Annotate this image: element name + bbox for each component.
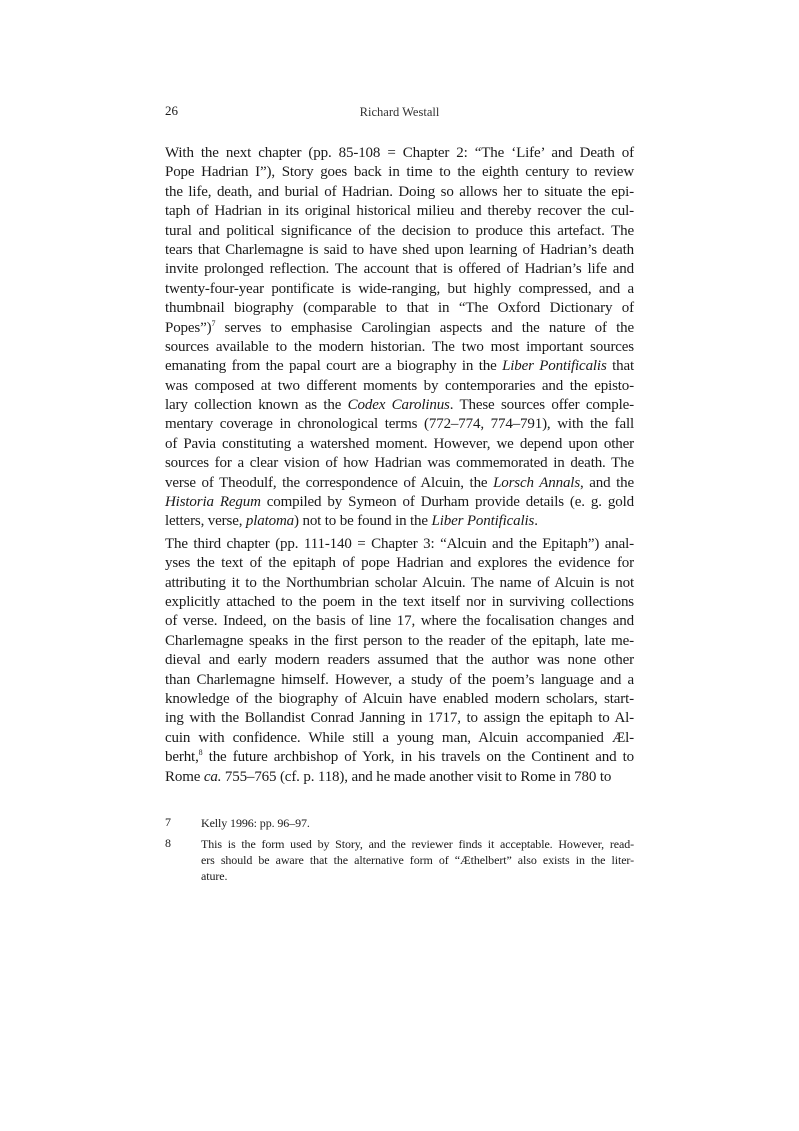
- text-segment: sources for a clear vision of how Hadrian was commemorated in death. The: [165, 455, 634, 472]
- text-segment: taph of Hadrian in its original historical milieu and thereby recover the cul-: [165, 203, 634, 220]
- text-segment: explicitly attached to the poem in the text itself nor in surviving collections: [165, 593, 634, 610]
- footnote-text: [201, 815, 634, 831]
- italic-text: platoma: [245, 513, 295, 530]
- text-segment: the future archbishop of York, in his travels on the Continent and to: [202, 749, 634, 766]
- text-line: [165, 512, 634, 531]
- text-line: [165, 748, 634, 767]
- footnote-ref: 7: [211, 318, 216, 328]
- text-line: [165, 435, 634, 454]
- text-segment: With the next chapter (pp. 85-108 = Chapter 2: “The ‘Life’ and Death of: [165, 145, 634, 161]
- text-line: [165, 280, 634, 299]
- text-line: [165, 377, 634, 396]
- text-line: [165, 222, 634, 241]
- footnote-ref: 8: [198, 748, 203, 758]
- text-segment: yses the text of the epitaph of pope Hadrian and explores the evidence for: [165, 555, 634, 572]
- text-line: [165, 454, 634, 473]
- footnotes: [165, 815, 634, 889]
- footnote: [165, 815, 634, 831]
- footnote-line: ature.: [201, 869, 228, 883]
- footnote-number: 8: [165, 836, 171, 850]
- text-segment: dieval and early modern readers assumed that the author was none other: [165, 652, 634, 669]
- text-segment: Popes”): [165, 319, 212, 336]
- footnote: [165, 836, 634, 884]
- text-segment: 755–765 (cf. p. 118), and he made another visit to Rome in 780 to: [221, 768, 612, 785]
- text-segment: serves to emphasise Carolingian aspects and the nature of the: [215, 319, 634, 336]
- text-segment: lary collection known as the: [165, 397, 348, 414]
- text-line: [165, 415, 634, 434]
- text-line: [165, 202, 634, 221]
- text-segment: of verse. Indeed, on the basis of line 17, where the focalisation changes and: [165, 613, 634, 630]
- italic-text: Codex Carolinus: [347, 397, 450, 414]
- text-segment: was composed at two different moments by contemporaries and the episto-: [165, 377, 634, 394]
- italic-text: Historia Regum: [165, 494, 261, 511]
- text-line: [165, 357, 634, 376]
- text-segment: Rome: [165, 768, 204, 785]
- text-segment: the life, death, and burial of Hadrian. Doing so allows her to situate the epi-: [165, 183, 634, 200]
- text-segment: tural and political significance of the decision to produce this artefact. The: [165, 222, 634, 239]
- text-line: [165, 768, 634, 787]
- text-line: [165, 474, 634, 493]
- text-segment: ) not to be found in the: [294, 513, 432, 530]
- text-line: [165, 709, 634, 728]
- text-line: [165, 299, 634, 318]
- text-line: [165, 241, 634, 260]
- footnote-text: [201, 836, 634, 884]
- text-segment: that: [606, 358, 635, 375]
- footnote-line: ers should be aware that the alternative form of “Æthelbert” also exists in the liter-: [201, 853, 634, 867]
- text-segment: Charlemagne speaks in the first person to the reader of the epitaph, late me-: [165, 632, 634, 649]
- text-line: [165, 612, 634, 631]
- text-segment: emanating from the papal court are a biography in the: [165, 358, 503, 375]
- italic-text: Liber Pontificalis: [431, 513, 535, 530]
- text-line: [165, 593, 634, 612]
- text-line: [165, 260, 634, 279]
- text-segment: invite prolonged reflection. The account that is offered of Hadrian’s life and: [165, 261, 634, 278]
- text-segment: The third chapter (pp. 111-140 = Chapter 3: “Alcuin and the Epitaph”) anal-: [165, 535, 634, 552]
- text-segment: tears that Charlemagne is said to have shed upon learning of Hadrian’s death: [165, 241, 634, 258]
- text-line: [165, 651, 634, 670]
- text-segment: ing with the Bollandist Conrad Janning in 1717, to assign the epitaph to Al-: [165, 710, 634, 727]
- page-number: 26: [165, 103, 178, 118]
- footnote-line: This is the form used by Story, and the reviewer finds it acceptable. However, read-: [201, 837, 634, 851]
- text-segment: thumbnail biography (comparable to that in “The Oxford Dictionary of: [165, 300, 634, 317]
- text-line: [165, 163, 634, 182]
- paragraph: [165, 144, 634, 532]
- running-head: Richard Westall: [359, 105, 440, 119]
- text-segment: sources available to the modern historian. The two most important sources: [165, 338, 634, 355]
- text-segment: than Charlemagne himself. However, a study of the poem’s language and a: [165, 671, 634, 688]
- text-segment: twenty-four-year pontificate is wide-ranging, but highly compressed, and a: [165, 280, 634, 297]
- text-segment: cuin with confidence. While still a young man, Alcuin accompanied Æl-: [165, 729, 634, 746]
- text-segment: verse of Theodulf, the correspondence of Alcuin, the: [165, 474, 494, 491]
- text-segment: , and the: [580, 474, 635, 491]
- footnote-line: Kelly 1996: pp. 96–97.: [201, 816, 310, 830]
- text-line: [165, 574, 634, 593]
- text-segment: of Pavia constituting a watershed moment. However, we depend upon other: [165, 435, 634, 452]
- text-line: [165, 396, 634, 415]
- text-line: [165, 338, 634, 357]
- text-line: [165, 144, 634, 163]
- text-line: [165, 632, 634, 651]
- paragraph: [165, 535, 634, 787]
- text-line: [165, 690, 634, 709]
- text-line: [165, 493, 634, 512]
- text-segment: .: [534, 513, 538, 530]
- italic-text: Lorsch Annals: [493, 474, 581, 491]
- text-line: [165, 319, 634, 338]
- text-segment: letters, verse,: [165, 513, 246, 530]
- footnote-number: 7: [165, 815, 171, 829]
- text-segment: Pope Hadrian I”), Story goes back in time to the eighth century to review: [165, 164, 634, 181]
- text-line: [165, 535, 634, 554]
- italic-text: Liber Pontificalis: [502, 358, 607, 375]
- body-text: [165, 144, 634, 790]
- text-segment: berht,: [165, 749, 199, 766]
- italic-text: ca.: [203, 768, 222, 785]
- text-segment: compiled by Symeon of Durham provide details (e. g. gold: [260, 494, 634, 511]
- text-line: [165, 554, 634, 573]
- text-line: [165, 671, 634, 690]
- text-segment: knowledge of the biography of Alcuin have enabled modern scholars, start-: [165, 690, 634, 707]
- text-line: [165, 183, 634, 202]
- text-line: [165, 729, 634, 748]
- text-segment: . These sources offer comple-: [449, 397, 634, 414]
- text-segment: mentary coverage in chronological terms (772–774, 774–791), with the fall: [165, 416, 634, 433]
- text-segment: attributing it to the Northumbrian scholar Alcuin. The name of Alcuin is not: [165, 574, 634, 591]
